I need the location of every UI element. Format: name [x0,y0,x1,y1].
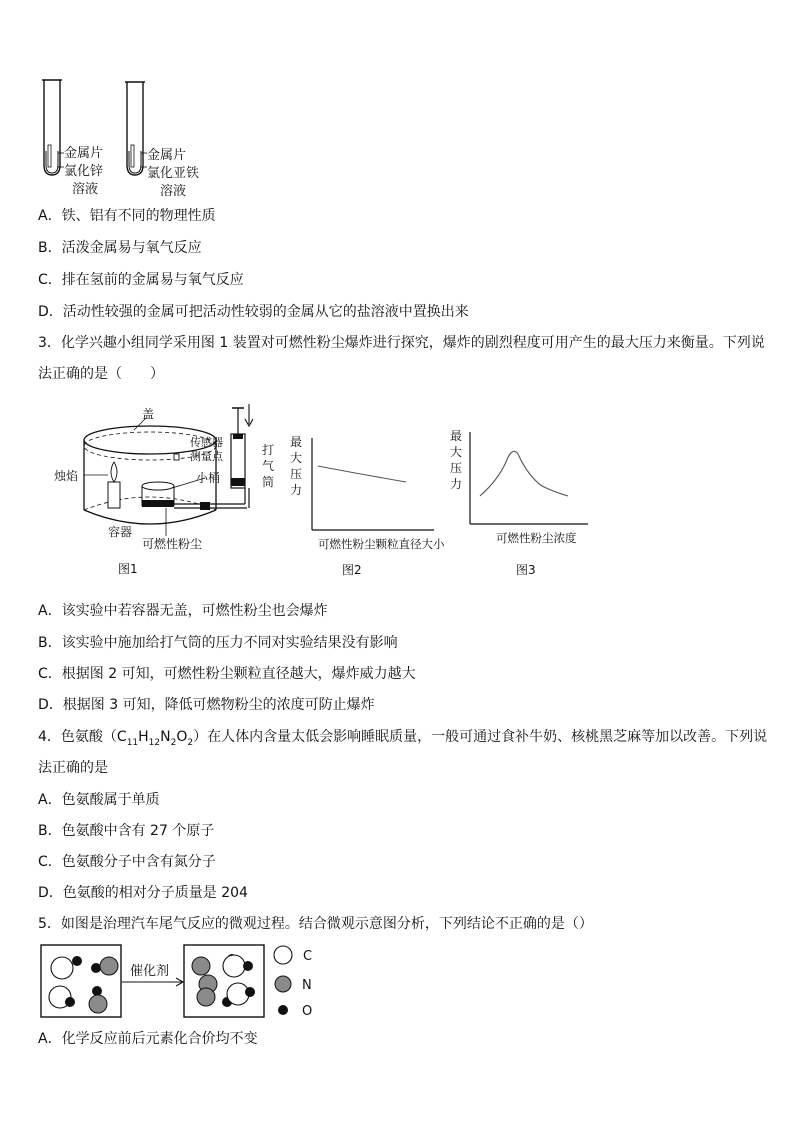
legend-o: O [302,1004,313,1019]
fig3-ylabel-2: 大 [450,445,463,459]
fig3-ylabel-4: 力 [450,477,463,491]
before-box [41,945,121,1017]
fig2-curve [318,466,406,482]
q3-option-b: B．该实验中施加给打气筒的压力不同对实验结果没有影响 [38,635,398,651]
label-sensor-1: 传感器 [190,436,223,449]
figure-3-caption: 图3 [516,563,536,577]
q4-sub-h: 12 [148,737,161,748]
label-sensor-2: 测量点 [190,450,223,463]
q4-sub-c: 11 [126,737,139,748]
tube1-label-metal: 金属片 [64,146,104,161]
fig2-ylabel-1: 最 [290,435,303,449]
sensor-point [174,454,179,460]
q4-stem-pre: 4．色氨酸（C [38,729,127,745]
q3-option-d: D．根据图 3 可知，降低可燃物粉尘的浓度可防止爆炸 [38,697,375,713]
q2-option-d: D．活动性较强的金属可把活动性较弱的金属从它的盐溶液中置换出来 [38,304,469,320]
label-flame: 烛焰 [54,469,79,483]
fig2-ylabel-4: 力 [290,483,303,497]
tube2-label-solution-2: 溶液 [160,184,187,199]
q3-stem-line-1: 3．化学兴趣小组同学采用图 1 装置对可燃性粉尘爆炸进行探究，爆炸的剧烈程度可用产生的最大压力来衡量。下列说 [38,335,765,351]
atom-legend [274,946,312,1019]
q4-option-d: D．色氨酸的相对分子质量是 204 [38,885,248,901]
q4-n: N [160,729,171,745]
q4-sub-o: 2 [187,737,194,748]
legend-n: N [302,978,312,993]
q3-figure-3-chart [448,424,598,578]
after-box [184,945,264,1017]
fig2-ylabel-3: 压 [290,467,303,481]
candle [108,462,120,508]
q5-micro-diagram [38,942,328,1020]
q4-stem-line-1 [38,727,767,753]
fig2-xlabel: 可燃性粉尘颗粒直径大小 [318,537,445,551]
q2-test-tubes-figure [30,75,230,200]
fig3-ylabel-3: 压 [450,461,463,475]
fig3-curve [480,451,568,496]
fig3-ylabel-1: 最 [450,429,463,443]
test-tube-1 [42,80,64,175]
q4-stem-line-2: 法正确的是 [38,760,108,776]
label-pump-1: 打 [262,443,275,457]
q3-option-c: C．根据图 2 可知，可燃性粉尘颗粒直径越大，爆炸威力越大 [38,666,416,682]
figure-2-caption: 图2 [342,563,362,577]
tube2-label-solution: 氯化亚铁 [147,166,200,181]
q4-sub-n: 2 [170,737,177,748]
q4-h: H [138,729,149,745]
q4-o: O [176,729,188,745]
fig3-xlabel: 可燃性粉尘浓度 [496,531,577,545]
label-container: 容器 [108,525,133,539]
label-dust: 可燃性粉尘 [142,537,203,551]
fig2-ylabel-2: 大 [290,451,303,465]
label-pump-2: 气 [262,459,275,473]
q4-stem-post: ）在人体内含量太低会影响睡眠质量，一般可通过食补牛奶、核桃黑芝麻等加以改善。下列说 [193,729,768,745]
tube1-label-solution-2: 溶液 [72,182,99,197]
q3-figure-1-apparatus [50,398,290,578]
small-bucket [142,482,174,507]
q4-option-c: C．色氨酸分子中含有氮分子 [38,854,216,870]
q2-option-c: C．排在氢前的金属易与氧气反应 [38,272,244,288]
label-lid: 盖 [142,407,155,421]
label-pump-3: 筒 [262,475,275,489]
q5-stem: 5．如图是治理汽车尾气反应的微观过程。结合微观示意图分析，下列结论不正确的是（） [38,916,593,932]
tube2-label-metal: 金属片 [147,148,187,163]
legend-c: C [303,949,313,964]
q2-option-b: B．活泼金属易与氧气反应 [38,240,202,256]
q3-stem-line-2: 法正确的是（ ） [38,366,164,382]
q3-option-a: A．该实验中若容器无盖，可燃性粉尘也会爆炸 [38,603,328,619]
label-bucket: 小桶 [196,471,221,485]
tube1-label-solution: 氯化锌 [64,164,104,179]
figure-1-caption: 图1 [118,562,138,576]
q2-option-a: A．铁、铝有不同的物理性质 [38,208,216,224]
q5-option-a: A．化学反应前后元素化合价均不变 [38,1031,258,1047]
q4-option-b: B．色氨酸中含有 27 个原子 [38,823,215,839]
q3-figure-2-chart [284,428,454,578]
catalyst-label: 催化剂 [130,964,170,979]
q4-option-a: A．色氨酸属于单质 [38,792,160,808]
test-tube-2 [125,82,147,175]
